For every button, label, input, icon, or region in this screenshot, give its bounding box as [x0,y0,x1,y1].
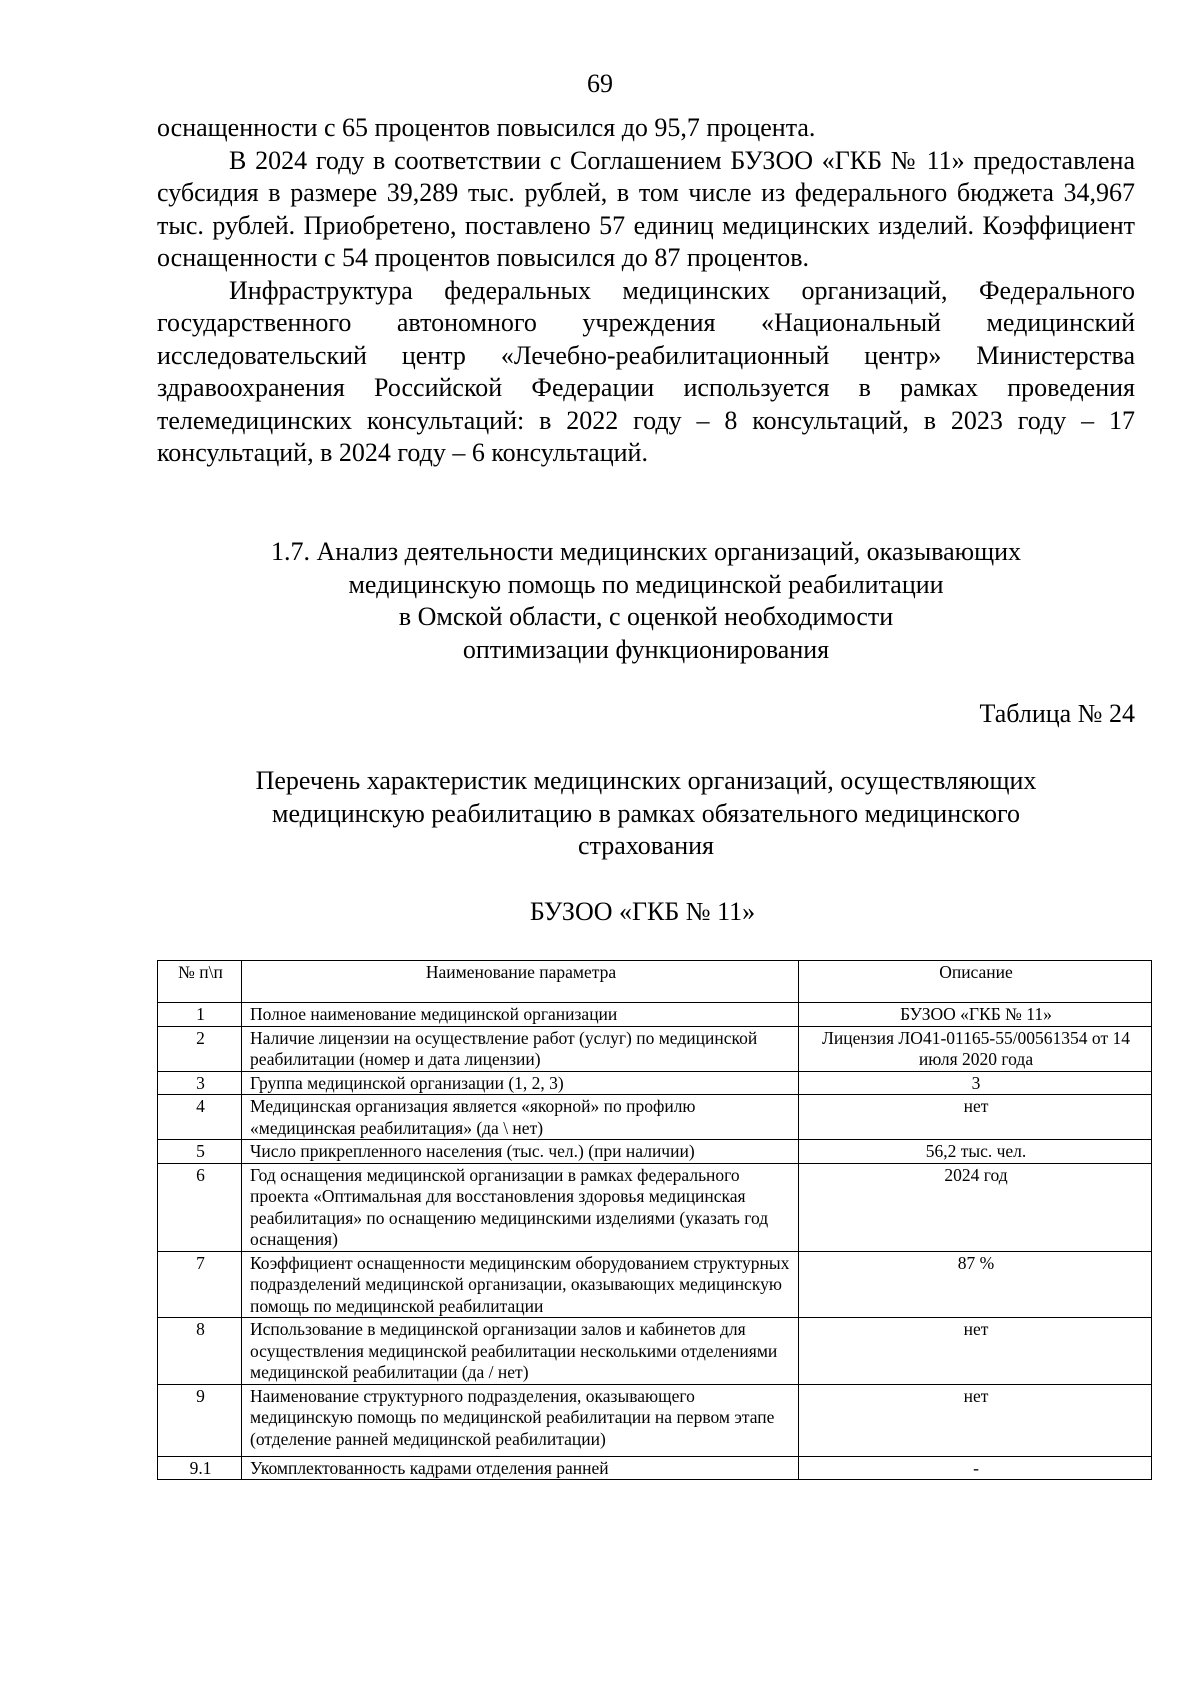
row-parameter: Коэффициент оснащенности медицинским оборудованием структурных подразделений медицинской организации, оказывающих медицинскую помощь по медицинской реабилитации [242,1251,799,1318]
row-parameter: Год оснащения медицинской организации в рамках федерального проекта «Оптимальная для восстановления здоровья медицинская реабилитация» по оснащению медицинскими изделиями (указать год оснащения) [242,1163,799,1251]
row-description: 56,2 тыс. чел. [799,1140,1152,1164]
row-description: Лицензия ЛО41-01165-55/00561354 от 14 июля 2020 года [799,1026,1152,1071]
table-title-line: медицинскую реабилитацию в рамках обязательного медицинского [272,798,1020,828]
table-row [158,1251,1152,1318]
row-description: нет [799,1384,1152,1456]
section-heading-line: оптимизации функционирования [462,634,830,664]
table-row [158,1026,1152,1071]
table-row [158,1456,1152,1480]
parameters-table [157,960,1152,1480]
row-description: 87 % [799,1251,1152,1318]
row-description: нет [799,1318,1152,1385]
table-row [158,1384,1152,1456]
table-row [158,1140,1152,1164]
row-description: БУЗОО «ГКБ № 11» [799,1003,1152,1027]
row-parameter: Наличие лицензии на осуществление работ (услуг) по медицинской реабилитации (номер и дата лицензии) [242,1026,799,1071]
row-parameter: Укомплектованность кадрами отделения ранней [242,1456,799,1480]
paragraph: оснащенности с 65 процентов повысился до 95,7 процента. [157,113,816,142]
row-number: 6 [158,1163,242,1251]
page-number: 69 [587,69,613,98]
paragraph: В 2024 году в соответствии с Соглашением БУЗОО «ГКБ № 11» предоставлена субсидия в размере 39,289 тыс. рублей, в том числе из федерального бюджета 34,967 тыс. рублей. Приобретено, поставлено 57 единиц медицинских изделий. Коэффициент оснащенности с 54 процентов повысился до 87 процентов. [157,145,1135,272]
table-row [158,1163,1152,1251]
row-number: 9 [158,1384,242,1456]
section-heading-line: в Омской области, с оценкой необходимости [398,602,894,631]
row-number: 7 [158,1251,242,1318]
org-title: БУЗОО «ГКБ № 11» [529,897,756,926]
header-description: Описание [799,961,1152,1003]
row-parameter: Группа медицинской организации (1, 2, 3) [242,1071,799,1095]
section-heading-line: медицинскую помощь по медицинской реабилитации [348,569,944,599]
header-number: № п\п [158,961,242,1003]
row-description: 3 [799,1071,1152,1095]
row-number: 9.1 [158,1456,242,1480]
row-parameter: Полное наименование медицинской организации [242,1003,799,1027]
row-parameter: Медицинская организация является «якорной» по профилю «медицинская реабилитация» (да \ нет) [242,1095,799,1140]
table-header-row [158,961,1152,1003]
body-text [157,112,1135,470]
row-number: 8 [158,1318,242,1385]
section-heading [157,536,1135,666]
table-row [158,1318,1152,1385]
paragraph: Инфраструктура федеральных медицинских организаций, Федерального государственного автономного учреждения «Национальный медицинский исследовательский центр «Лечебно-реабилитационный центр» Министерства здравоохранения Российской Федерации используется в рамках проведения телемедицинских консультаций: в 2022 году – 8 консультаций, в 2023 году – 17 консультаций, в 2024 году – 6 консультаций. [157,275,1135,467]
table-number: Таблица № 24 [979,699,1135,728]
row-parameter: Число прикрепленного населения (тыс. чел.) (при наличии) [242,1140,799,1164]
table-row [158,1095,1152,1140]
row-number: 4 [158,1095,242,1140]
header-parameter: Наименование параметра [242,961,799,1003]
row-number: 2 [158,1026,242,1071]
table-title-line: страхования [577,831,715,860]
row-description: - [799,1456,1152,1480]
section-heading-line: 1.7. Анализ деятельности медицинских организаций, оказывающих [270,537,1021,566]
row-description: нет [799,1095,1152,1140]
row-parameter: Использование в медицинской организации залов и кабинетов для осуществления медицинской реабилитации несколькими отделениями медицинской реабилитации (да / нет) [242,1318,799,1385]
table-row [158,1071,1152,1095]
table-title [157,765,1135,863]
table-title-line: Перечень характеристик медицинских организаций, осуществляющих [255,766,1037,795]
row-number: 5 [158,1140,242,1164]
row-description: 2024 год [799,1163,1152,1251]
row-parameter: Наименование структурного подразделения, оказывающего медицинскую помощь по медицинской реабилитации на первом этапе (отделение ранней медицинской реабилитации) [242,1384,799,1456]
row-number: 3 [158,1071,242,1095]
table-row [158,1003,1152,1027]
row-number: 1 [158,1003,242,1027]
